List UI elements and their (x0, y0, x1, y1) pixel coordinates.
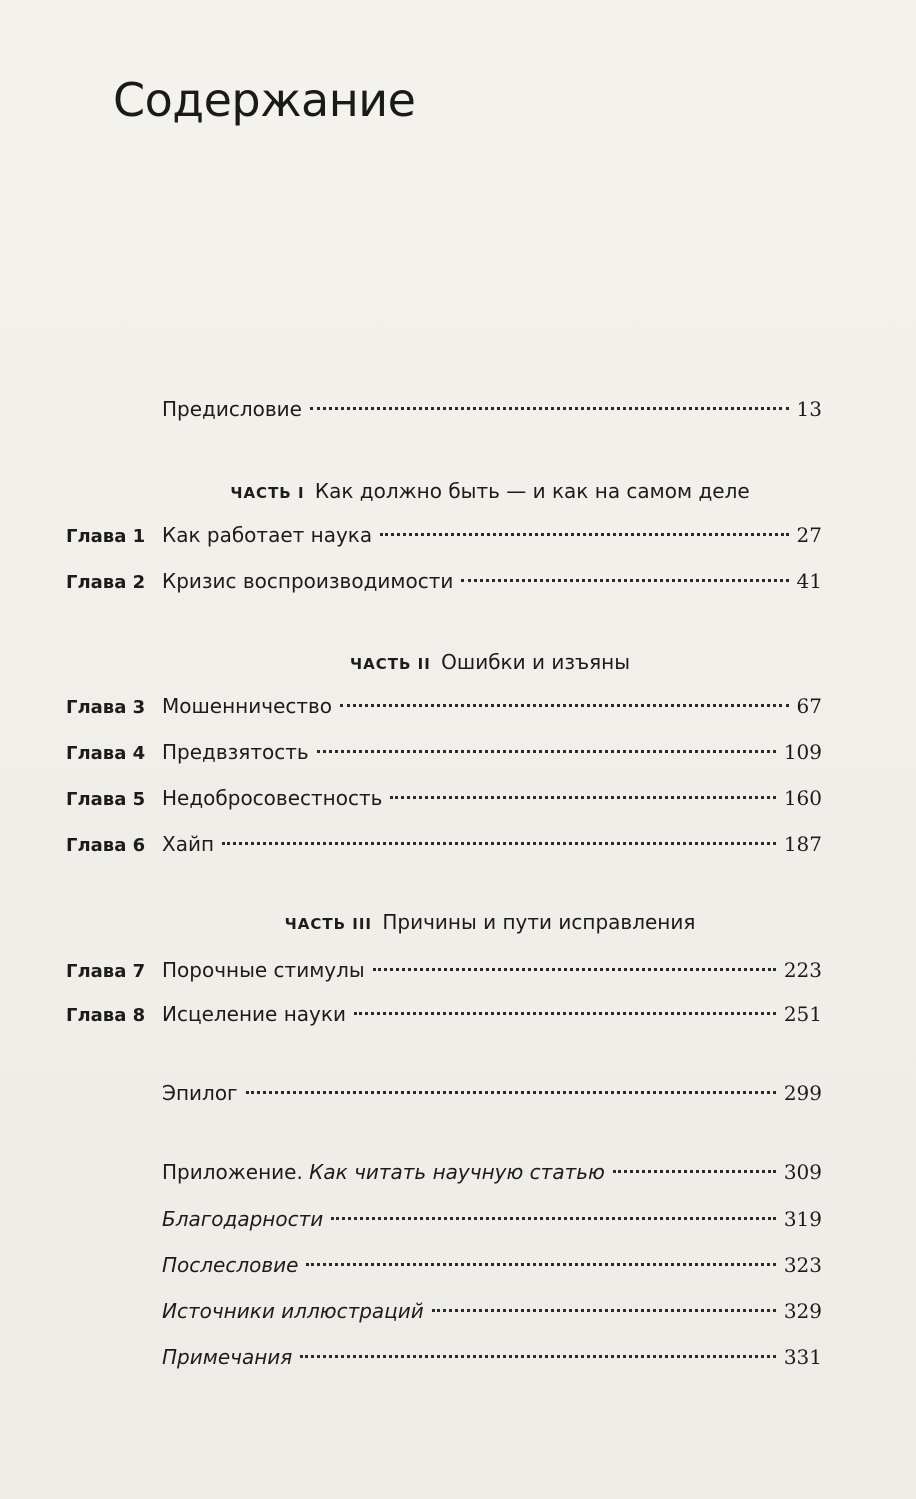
part-title: Причины и пути исправления (382, 910, 696, 934)
dot-leader (317, 750, 776, 753)
part-heading-3 (150, 908, 830, 938)
appendix-title: Как читать научную статью (309, 1160, 605, 1184)
toc-entry-chapter-1[interactable] (66, 520, 822, 550)
toc-entry-label (162, 1157, 605, 1187)
chapter-number: Глава 2 (66, 572, 146, 593)
toc-page-number: 251 (783, 1002, 822, 1026)
toc-entry-chapter-4[interactable] (66, 737, 822, 767)
chapter-number: Глава 3 (66, 697, 146, 718)
toc-entry-chapter-3[interactable] (66, 691, 822, 721)
toc-entry-label (162, 1296, 424, 1326)
toc-page-number: 109 (783, 740, 822, 764)
dot-leader (310, 407, 789, 410)
toc-entry-label: Недобросовестность (162, 786, 383, 810)
dot-leader (331, 1217, 776, 1220)
toc-entry-notes[interactable] (66, 1342, 822, 1372)
chapter-number: Глава 7 (66, 961, 146, 982)
toc-entry-chapter-7[interactable] (66, 955, 822, 985)
toc-page-number: 331 (783, 1345, 822, 1369)
toc-page-number: 319 (783, 1207, 822, 1231)
dot-leader (340, 704, 789, 707)
dot-leader (380, 533, 788, 536)
toc-entry-label (162, 1342, 292, 1372)
toc-page-number: 223 (783, 958, 822, 982)
toc-entry-label: Кризис воспроизводимости (162, 569, 454, 593)
back-matter-title: Послесловие (162, 1253, 299, 1277)
toc-entry-label: Эпилог (162, 1081, 238, 1105)
dot-leader (373, 968, 776, 971)
toc-entry-preface[interactable] (66, 394, 822, 424)
toc-page-number: 299 (783, 1081, 822, 1105)
toc-entry-label (162, 1250, 298, 1280)
part-title: Как должно быть — и как на самом деле (314, 479, 750, 503)
toc-entry-label: Порочные стимулы (162, 958, 365, 982)
part-label: ЧАСТЬ II (350, 655, 431, 673)
page-title: Содержание (113, 73, 416, 127)
dot-leader (354, 1012, 776, 1015)
chapter-number: Глава 8 (66, 1005, 146, 1026)
toc-entry-label: Исцеление науки (162, 1002, 346, 1026)
toc-page-number: 187 (783, 832, 822, 856)
toc-entry-acknowledgements[interactable] (66, 1204, 822, 1234)
chapter-number: Глава 1 (66, 526, 146, 547)
dot-leader (432, 1309, 776, 1312)
toc-page-number: 329 (783, 1299, 822, 1323)
back-matter-title: Источники иллюстраций (162, 1299, 424, 1323)
part-heading-2 (150, 648, 830, 678)
toc-entry-chapter-8[interactable] (66, 999, 822, 1029)
back-matter-title: Благодарности (162, 1207, 324, 1231)
dot-leader (390, 796, 775, 799)
toc-page-number: 67 (796, 694, 822, 718)
toc-entry-label: Предисловие (162, 397, 302, 421)
back-matter-title: Примечания (162, 1345, 293, 1369)
toc-page-number: 309 (783, 1160, 822, 1184)
toc-entry-label (162, 1204, 323, 1234)
dot-leader (246, 1091, 776, 1094)
toc-entry-chapter-5[interactable] (66, 783, 822, 813)
toc-entry-label: Как работает наука (162, 523, 373, 547)
appendix-label: Приложение. (162, 1160, 303, 1184)
dot-leader (613, 1170, 776, 1173)
toc-entry-epilogue[interactable] (66, 1078, 822, 1108)
toc-entry-illustration-sources[interactable] (66, 1296, 822, 1326)
part-label: ЧАСТЬ III (284, 915, 372, 933)
toc-page-number: 160 (783, 786, 822, 810)
dot-leader (222, 842, 776, 845)
part-heading-1 (150, 477, 830, 507)
toc-entry-chapter-6[interactable] (66, 829, 822, 859)
dot-leader (306, 1263, 775, 1266)
part-title: Ошибки и изъяны (441, 650, 630, 674)
toc-page-number: 27 (796, 523, 822, 547)
chapter-number: Глава 6 (66, 835, 146, 856)
part-label: ЧАСТЬ I (230, 484, 305, 502)
toc-page-number: 323 (783, 1253, 822, 1277)
toc-page-number: 13 (796, 397, 822, 421)
toc-entry-afterword[interactable] (66, 1250, 822, 1280)
chapter-number: Глава 5 (66, 789, 146, 810)
dot-leader (300, 1355, 776, 1358)
toc-entry-appendix[interactable] (66, 1157, 822, 1187)
toc-entry-label: Хайп (162, 832, 215, 856)
toc-page-number: 41 (796, 569, 822, 593)
chapter-number: Глава 4 (66, 743, 146, 764)
toc-entry-label: Мошенничество (162, 694, 333, 718)
toc-entry-chapter-2[interactable] (66, 566, 822, 596)
toc-entry-label: Предвзятость (162, 740, 309, 764)
dot-leader (461, 579, 788, 582)
